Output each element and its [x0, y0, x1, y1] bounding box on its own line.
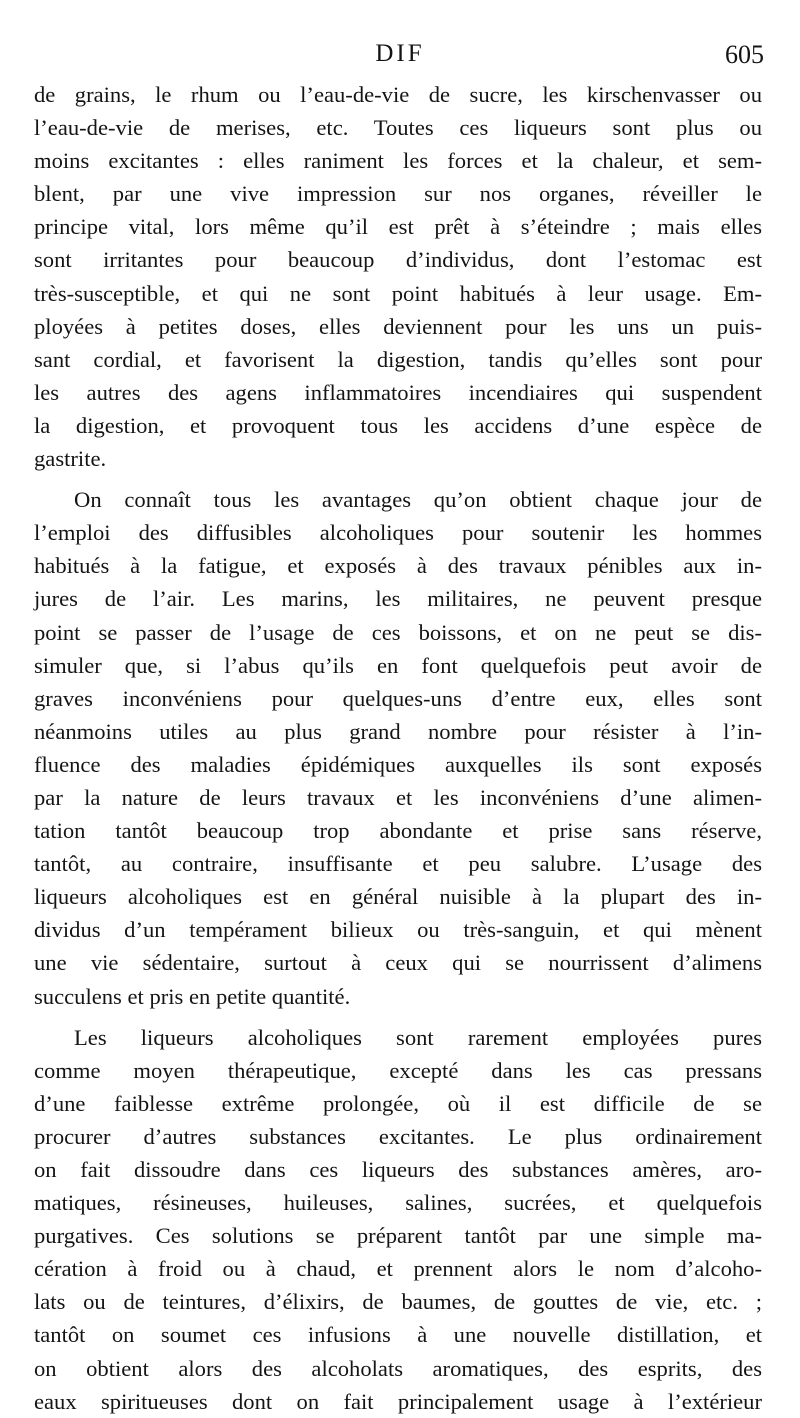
text-line: sant cordial, et favorisent la digestion, tandis qu’elles sont pour — [34, 346, 762, 372]
text-line: cération à froid ou à chaud, et prennent alors le nom d’alcoho- — [34, 1256, 762, 1282]
text-line: eaux spiritueuses dont on fait principalement usage à l’extérieur — [34, 1388, 762, 1414]
text-line: jures de l’air. Les marins, les militaires, ne peuvent presque — [34, 586, 762, 612]
text-line: matiques, résineuses, huileuses, salines, sucrées, et quelquefois — [34, 1190, 762, 1216]
paragraph-gap — [34, 1013, 762, 1021]
text-line: dividus d’un tempérament bilieux ou très-sanguin, et qui mènent — [34, 917, 762, 943]
text-line: la digestion, et provoquent tous les accidens d’une espèce de — [34, 412, 762, 438]
body-text — [34, 78, 762, 1418]
page-header — [0, 40, 800, 74]
text-line: fluence des maladies épidémiques auxquelles ils sont exposés — [34, 751, 762, 777]
text-line: procurer d’autres substances excitantes. Le plus ordinairement — [34, 1123, 762, 1149]
text-line: d’une faiblesse extrême prolongée, où il est difficile de se — [34, 1090, 762, 1116]
text-line: point se passer de l’usage de ces boissons, et on ne peut se dis- — [34, 619, 762, 645]
text-line: liqueurs alcoholiques est en général nuisible à la plupart des in- — [34, 884, 762, 910]
text-line: une vie sédentaire, surtout à ceux qui se nourrissent d’alimens — [34, 950, 762, 976]
text-line: on fait dissoudre dans ces liqueurs des substances amères, aro- — [34, 1157, 762, 1182]
text-line: tantôt on soumet ces infusions à une nouvelle distillation, et — [34, 1322, 762, 1348]
text-line: On connaît tous les avantages qu’on obtient chaque jour de — [74, 487, 762, 513]
text-line: par la nature de leurs travaux et les inconvéniens d’une alimen- — [34, 784, 762, 810]
text-line: comme moyen thérapeutique, excepté dans les cas pressans — [34, 1057, 762, 1083]
text-line: l’emploi des diffusibles alcoholiques pour soutenir les hommes — [34, 520, 762, 546]
text-line: simuler que, si l’abus qu’ils en font quelquefois peut avoir de — [34, 652, 762, 678]
text-line: les autres des agens inflammatoires incendiaires qui suspendent — [34, 379, 762, 405]
text-line: blent, par une vive impression sur nos organes, réveiller le — [34, 181, 762, 207]
paragraph — [34, 483, 762, 1013]
running-head: DIF — [375, 40, 425, 67]
paragraph — [34, 78, 762, 475]
text-line: tation tantôt beaucoup trop abondante et prise sans réserve, — [34, 818, 762, 844]
text-line: purgatives. Ces solutions se préparent tantôt par une simple ma- — [34, 1223, 762, 1249]
text-line: Les liqueurs alcoholiques sont rarement employées pures — [74, 1024, 762, 1050]
text-line: graves inconvéniens pour quelques-uns d’entre eux, elles sont — [34, 685, 762, 711]
text-line: ployées à petites doses, elles deviennent pour les uns un puis- — [34, 313, 762, 339]
text-line: lats ou de teintures, d’élixirs, de baumes, de gouttes de vie, etc. ; — [34, 1289, 762, 1315]
text-line: on obtient alors des alcoholats aromatiques, des esprits, des — [34, 1355, 762, 1381]
text-line: sont irritantes pour beaucoup d’individus, dont l’estomac est — [34, 247, 762, 273]
text-line: néanmoins utiles au plus grand nombre pour résister à l’in- — [34, 718, 762, 744]
text-line: moins excitantes : elles raniment les forces et la chaleur, et sem- — [34, 148, 762, 174]
page-number: 605 — [725, 40, 764, 69]
paragraph — [34, 1021, 762, 1418]
paragraph-gap — [34, 475, 762, 483]
text-line: principe vital, lors même qu’il est prêt à s’éteindre ; mais elles — [34, 214, 762, 240]
text-line: gastrite. — [34, 446, 107, 472]
text-line: très-susceptible, et qui ne sont point habitués à leur usage. Em- — [34, 280, 762, 306]
text-line: tantôt, au contraire, insuffisante et peu salubre. L’usage des — [34, 851, 762, 877]
text-line: habitués à la fatigue, et exposés à des travaux pénibles aux in- — [34, 553, 762, 579]
text-line: succulens et pris en petite quantité. — [34, 983, 351, 1009]
text-line: de grains, le rhum ou l’eau-de-vie de sucre, les kirschenvasser ou — [34, 82, 762, 107]
text-line: l’eau-de-vie de merises, etc. Toutes ces liqueurs sont plus ou — [34, 115, 762, 141]
